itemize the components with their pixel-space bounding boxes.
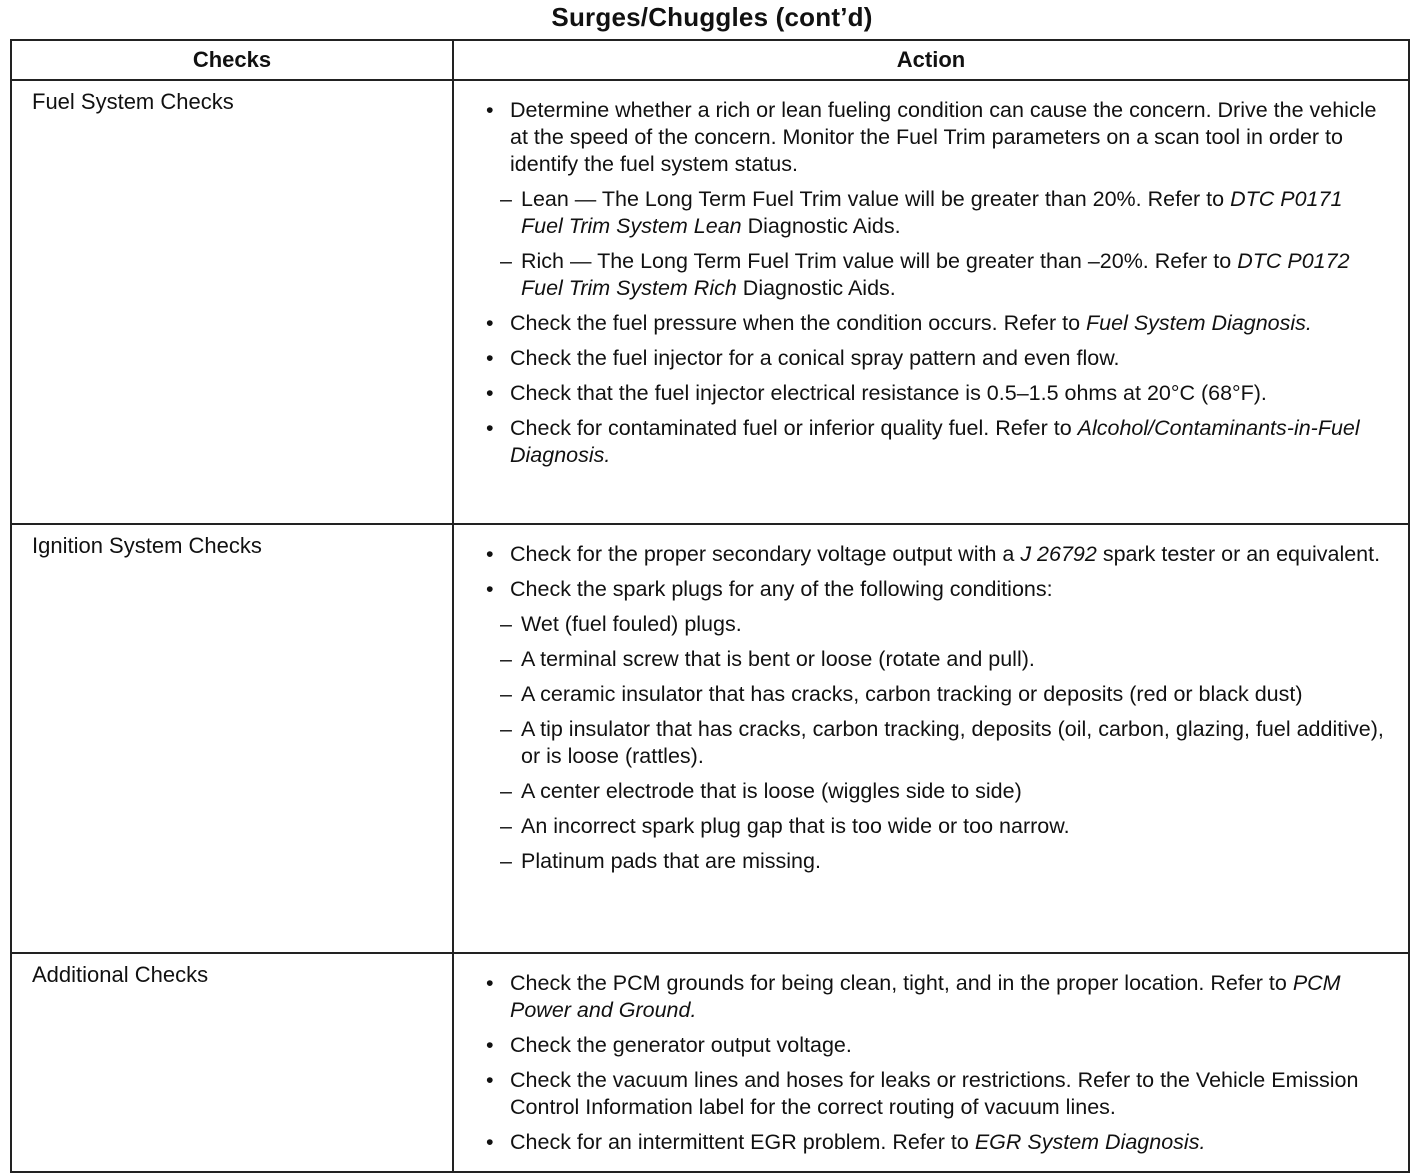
fuel-system-actions <box>453 80 1409 524</box>
page-title: Surges/Chuggles (cont’d) <box>551 2 873 32</box>
sub-item: – Platinum pads that are missing. <box>488 848 1390 875</box>
list-item: • Check the fuel pressure when the condition occurs. Refer to Fuel System Diagnosis. <box>454 310 1390 337</box>
table-row <box>11 80 1409 524</box>
list-item: • Check the PCM grounds for being clean, tight, and in the proper location. Refer to PCM Power and Ground. <box>454 970 1390 1024</box>
sub-item-lean: – Lean — The Long Term Fuel Trim value will be greater than 20%. Refer to DTC P0171 Fuel Trim System Lean Diagnostic Aids. <box>488 186 1390 240</box>
diagnostic-table <box>10 39 1410 1173</box>
additional-checks-label: Additional Checks <box>11 953 453 1172</box>
fuel-system-checks-label: Fuel System Checks <box>11 80 453 524</box>
table-row <box>11 524 1409 953</box>
list-item: • Check for the proper secondary voltage output with a J 26792 spark tester or an equivalent. <box>454 541 1390 568</box>
list-item: • Check for contaminated fuel or inferior quality fuel. Refer to Alcohol/Contaminants-in-Fuel Diagnosis. <box>454 415 1390 469</box>
list-item: • Check that the fuel injector electrical resistance is 0.5–1.5 ohms at 20°C (68°F). <box>454 380 1390 407</box>
list-item: • Check the generator output voltage. <box>454 1032 1390 1059</box>
checks-column-header: Checks <box>11 40 453 80</box>
sub-item-rich: – Rich — The Long Term Fuel Trim value will be greater than –20%. Refer to DTC P0172 Fuel Trim System Rich Diagnostic Aids. <box>488 248 1390 302</box>
sub-item: – An incorrect spark plug gap that is too wide or too narrow. <box>488 813 1390 840</box>
ignition-system-checks-label: Ignition System Checks <box>11 524 453 953</box>
sub-item: – A ceramic insulator that has cracks, carbon tracking or deposits (red or black dust) <box>488 681 1390 708</box>
sub-item: – A terminal screw that is bent or loose (rotate and pull). <box>488 646 1390 673</box>
sub-item: – A center electrode that is loose (wiggles side to side) <box>488 778 1390 805</box>
additional-actions <box>453 953 1409 1172</box>
list-item: • Check the spark plugs for any of the following conditions: – Wet (fuel fouled) plugs. – A terminal screw that is bent or loose (rotate and pull). – A ceramic insulator that has cracks, carbon tracking or deposits (red or black dust) – A tip insulator that has cracks, carbon tracking, deposits (oil, carbon, glazing, fuel additive), or is loose (rattles). – A center electrode that is loose (wiggles side to side) – An incorrect spark plug gap that is too wide or too narrow. – Platinum pads that are missing. <box>454 576 1390 875</box>
sub-item: – Wet (fuel fouled) plugs. <box>488 611 1390 638</box>
list-item: • Check for an intermittent EGR problem. Refer to EGR System Diagnosis. <box>454 1129 1390 1156</box>
sub-item: – A tip insulator that has cracks, carbon tracking, deposits (oil, carbon, glazing, fuel additive), or is loose (rattles). <box>488 716 1390 770</box>
ignition-system-actions <box>453 524 1409 953</box>
list-item: • Determine whether a rich or lean fueling condition can cause the concern. Drive the vehicle at the speed of the concern. Monitor the Fuel Trim parameters on a scan tool in order to identify the fuel system status. – Lean — The Long Term Fuel Trim value will be greater than 20%. Refer to DTC P0171 Fuel Trim System Lean Diagnostic Aids. – Rich — The Long Term Fuel Trim value will be greater than –20%. Refer to DTC P0172 Fuel Trim System Rich Diagnostic Aids. <box>454 97 1390 302</box>
list-item: • Check the vacuum lines and hoses for leaks or restrictions. Refer to the Vehicle Emission Control Information label for the correct routing of vacuum lines. <box>454 1067 1390 1121</box>
list-item: • Check the fuel injector for a conical spray pattern and even flow. <box>454 345 1390 372</box>
table-header-row <box>11 40 1409 80</box>
action-column-header: Action <box>453 40 1409 80</box>
table-row <box>11 953 1409 1172</box>
